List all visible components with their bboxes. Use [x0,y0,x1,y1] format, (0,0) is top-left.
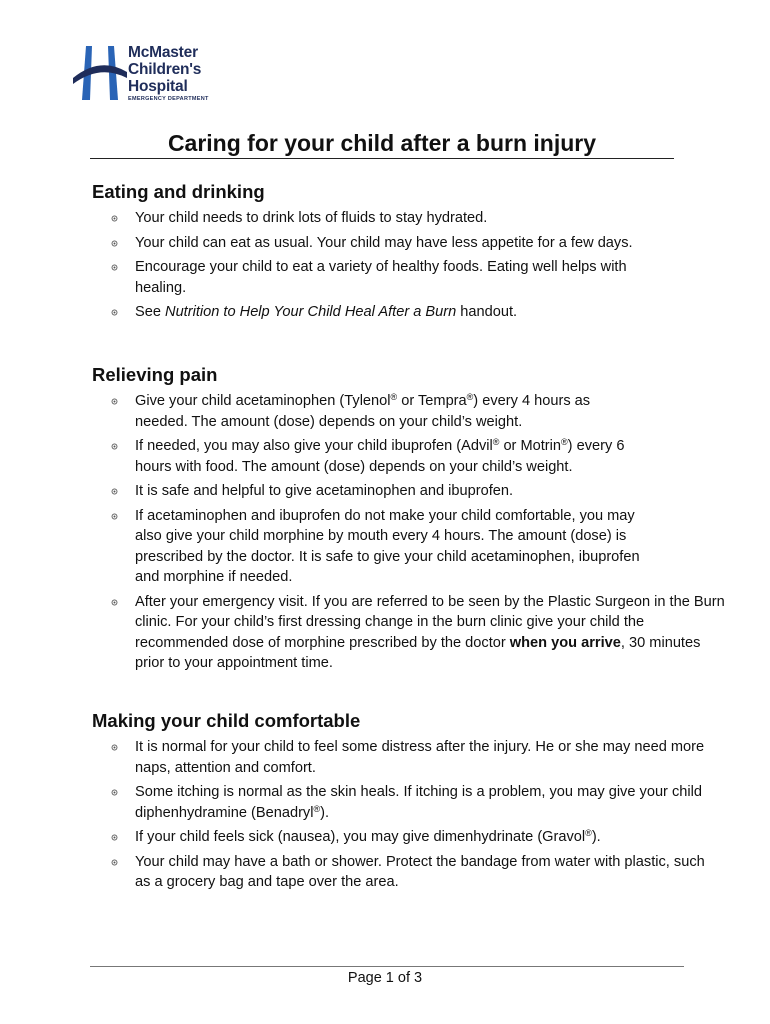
bullet-icon [111,789,118,796]
section-eating-and-drinking [92,180,692,327]
list-item-text: Your child may have a bath or shower. Protect the bandage from water with plastic, such as a grocery bag and tape over the area. [135,853,705,890]
list-item [92,506,643,588]
bullet-icon [111,834,118,841]
bullet-list [92,391,725,674]
registered-mark: ® [466,392,474,402]
list-item-text: Encourage your child to eat a variety of healthy foods. Eating well helps with healing. [135,259,627,296]
list-item [92,827,692,848]
registered-mark: ® [390,392,398,402]
list-item-text-b: , 30 minutes prior to your appointment time. [135,634,701,671]
list-item-text: Your child needs to drink lots of fluids to stay hydrated. [135,210,488,226]
list-item-text: It is normal for your child to feel some distress after the injury. He or she may need more naps, attention and comfort. [135,739,705,776]
list-item-text-a: Give your child acetaminophen (Tylenol [135,393,391,409]
handout-title: Nutrition to Help Your Child Heal After a Burn [165,304,457,320]
bullet-list [92,208,692,323]
list-item-text-b: handout. [456,304,518,320]
bullet-icon [111,599,118,606]
logo-department: EMERGENCY DEPARTMENT [128,96,209,102]
list-item-text-b: or Motrin [499,438,562,454]
bridge-h-logo-icon [70,42,130,102]
registered-mark: ® [585,828,592,838]
list-item-text-a: If needed, you may also give your child ibuprofen (Advil [135,438,493,454]
bullet-icon [111,513,118,520]
list-item-text-a: Some itching is normal as the skin heals. If itching is a problem, you may give your child diphenhydramine (Benadryl [135,784,702,821]
list-item [92,302,692,323]
list-item [92,737,710,778]
registered-mark: ® [492,437,500,447]
footer-divider [90,966,684,967]
logo-wordmark [128,44,209,103]
list-item-text-b: or Tempra [397,393,467,409]
section-heading: Eating and drinking [92,181,265,202]
section-heading: Making your child comfortable [92,710,361,731]
bullet-icon [111,309,118,316]
list-item [92,852,710,893]
logo-line-3: Hospital [128,78,188,95]
registered-mark: ® [313,803,321,814]
bullet-icon [111,859,118,866]
list-item [92,782,710,823]
logo-line-1: McMaster [128,44,198,61]
list-item [92,208,692,229]
section-making-child-comfortable [92,709,705,897]
list-item-text-c: ) every 4 hours as needed. The amount (dose) depends on your child’s weight. [135,393,591,430]
bullet-icon [111,264,118,271]
list-item [92,391,635,432]
logo-line-2: Children's [128,61,202,78]
list-item-text-a: See [135,304,166,320]
emphasis-text: when you arrive [509,634,621,651]
section-heading: Relieving pain [92,364,218,385]
hospital-logo [70,42,220,104]
list-item [92,592,725,674]
bullet-icon [111,240,118,247]
list-item-text: If acetaminophen and ibuprofen do not make your child comfortable, you may also give your child morphine by mouth every 4 hours. The amount (dose) is prescribed by the doctor. It is safe to give your child acetaminophen, ibuprofen and morphine if needed. [135,507,640,585]
page-number: Page 1 of 3 [347,970,423,986]
list-item-text-b: ). [591,829,601,845]
list-item [92,436,640,477]
list-item [92,257,692,298]
list-item-text-c: ) every 6 hours with food. The amount (dose) depends on your child’s weight. [135,438,625,475]
document-title: Caring for your child after a burn injury [90,128,674,159]
list-item [92,481,692,502]
list-item-text-a: After your emergency visit. If you are referred to be seen by the Plastic Surgeon in the Burn clinic. For your child’s first dressing change in the burn clinic give your child the recommended dose of morphine prescribed by the doctor [135,593,725,651]
bullet-list [92,737,705,893]
list-item-text-b: ). [320,804,330,821]
list-item-text: It is safe and helpful to give acetaminophen and ibuprofen. [135,483,514,499]
list-item-text-a: If your child feels sick (nausea), you may give dimenhydrinate (Gravol [135,829,586,845]
registered-mark: ® [561,437,568,447]
bullet-icon [111,215,118,222]
list-item [92,233,692,254]
section-relieving-pain [92,363,725,678]
list-item-text: Your child can eat as usual. Your child may have less appetite for a few days. [135,234,633,251]
bullet-icon [111,443,118,450]
bullet-icon [111,398,118,405]
bullet-icon [111,744,118,751]
bullet-icon [111,488,118,495]
